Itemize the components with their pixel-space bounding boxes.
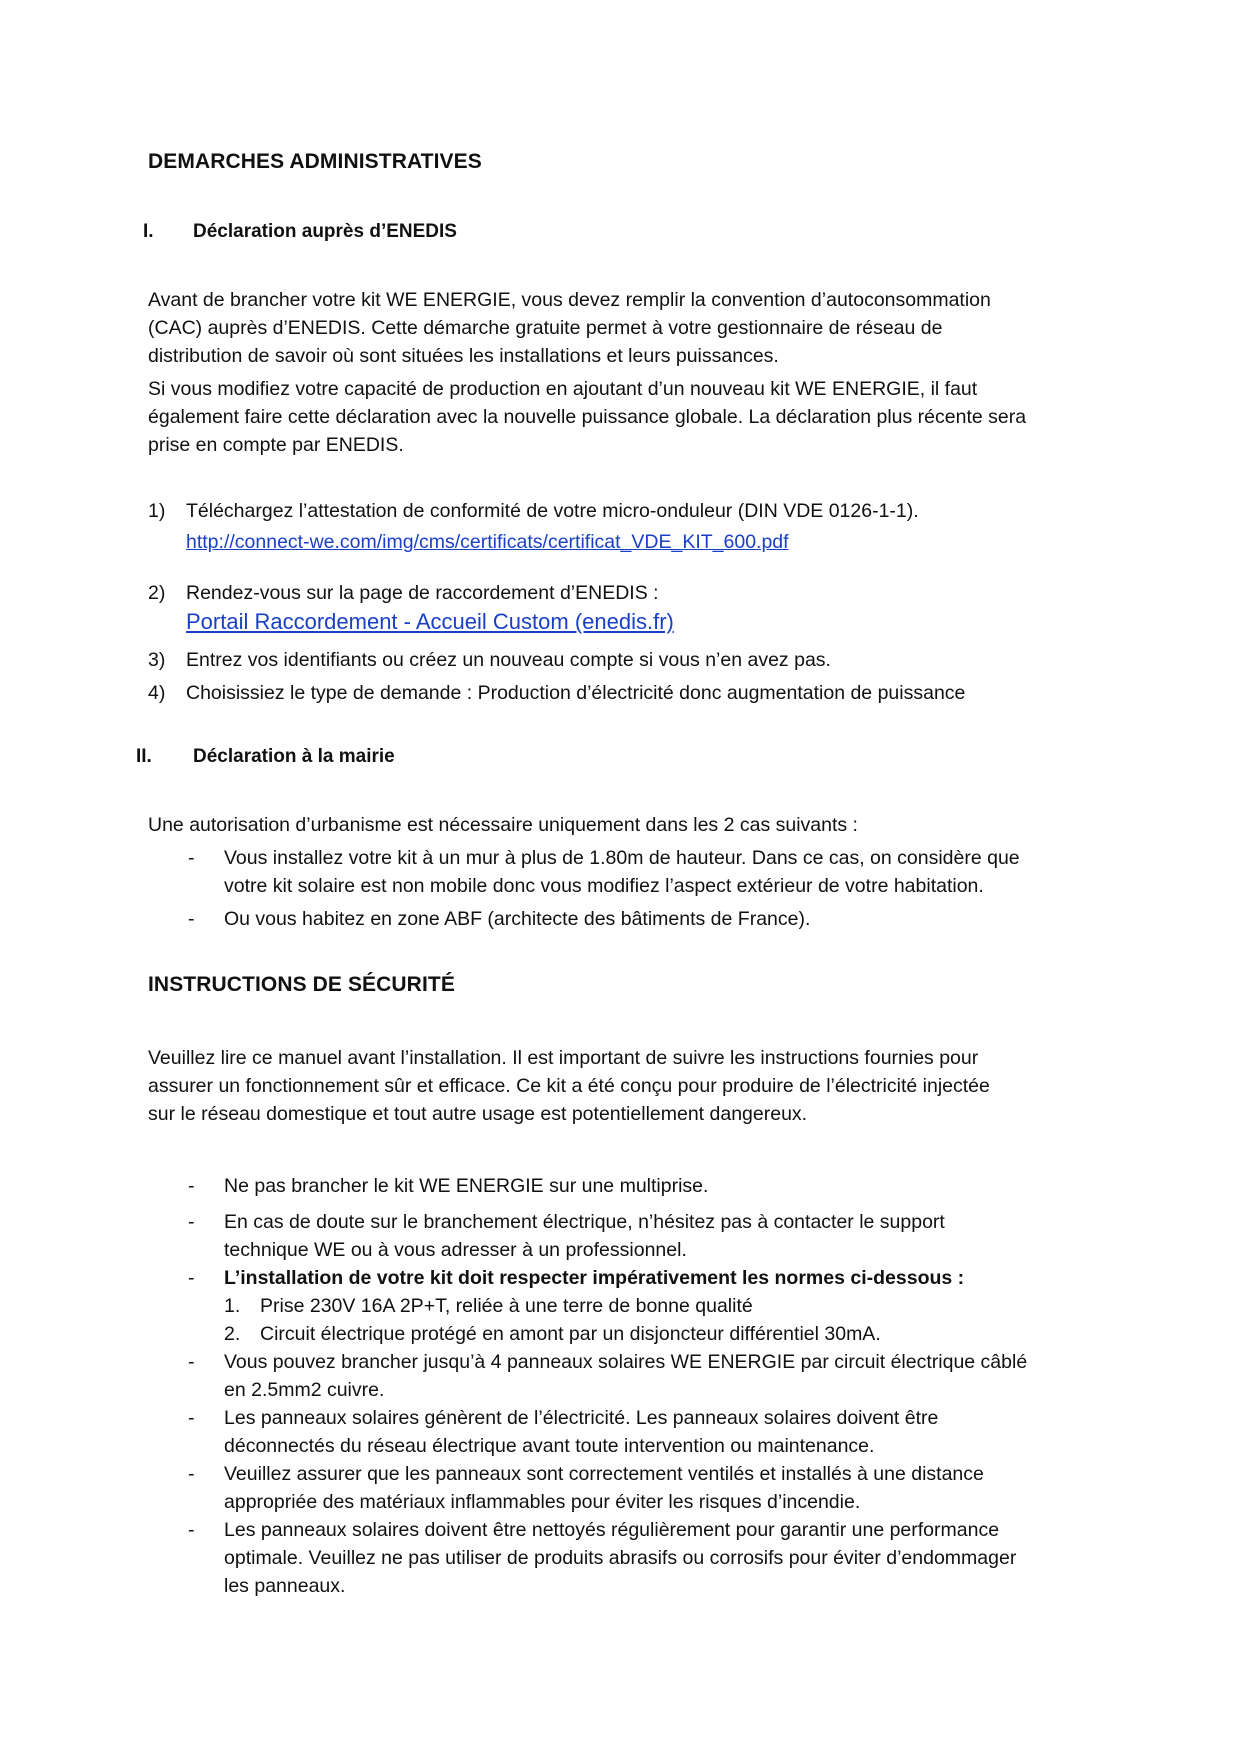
- text-line: Si vous modifiez votre capacité de production en ajoutant d’un nouveau kit WE ENERGIE, il faut: [148, 378, 978, 400]
- text-line: Vous pouvez brancher jusqu’à 4 panneaux solaires WE ENERGIE par circuit électrique câblé: [224, 1351, 1028, 1373]
- text-line: Avant de brancher votre kit WE ENERGIE, vous devez remplir la convention d’autoconsommation: [148, 289, 991, 311]
- text-line: Ne pas brancher le kit WE ENERGIE sur une multiprise.: [224, 1175, 709, 1197]
- text-line: Ou vous habitez en zone ABF (architecte des bâtiments de France).: [224, 908, 811, 930]
- step-text: Entrez vos identifiants ou créez un nouveau compte si vous n’en avez pas.: [186, 649, 831, 671]
- text-line: Les panneaux solaires doivent être nettoyés régulièrement pour garantir une performance: [224, 1519, 1000, 1541]
- step-number: 3): [148, 649, 166, 671]
- text-line: également faire cette déclaration avec la nouvelle puissance globale. La déclaration plus récente sera: [148, 406, 1027, 428]
- text-line: appropriée des matériaux inflammables pour éviter les risques d’incendie.: [224, 1491, 861, 1513]
- text-line: assurer un fonctionnement sûr et efficace. Ce kit a été conçu pour produire de l’électricité injectée: [148, 1075, 990, 1097]
- bullet-dash: -: [188, 1267, 195, 1289]
- text-line: Vous installez votre kit à un mur à plus de 1.80m de hauteur. Dans ce cas, on considère que: [224, 847, 1020, 869]
- bullet-text: [224, 1264, 964, 1292]
- text-line: technique WE ou à vous adresser à un professionnel.: [224, 1239, 687, 1261]
- step-text: Téléchargez l’attestation de conformité de votre micro-onduleur (DIN VDE 0126-1-1).: [186, 500, 919, 522]
- bullet-text: [224, 1172, 708, 1200]
- norm-text: Circuit électrique protégé en amont par un disjoncteur différentiel 30mA.: [260, 1323, 881, 1345]
- step-number: 4): [148, 682, 166, 704]
- section-title-admin: DEMARCHES ADMINISTRATIVES: [148, 150, 482, 173]
- bullet-dash: -: [188, 1519, 195, 1541]
- section-title-safety: INSTRUCTIONS DE SÉCURITÉ: [148, 973, 455, 996]
- certificate-pdf-link[interactable]: http://connect-we.com/img/cms/certificats/certificat_VDE_KIT_600.pdf: [186, 531, 789, 553]
- text-line: les panneaux.: [224, 1575, 346, 1597]
- text-line: Veuillez assurer que les panneaux sont correctement ventilés et installés à une distance: [224, 1463, 984, 1485]
- text-line: votre kit solaire est non mobile donc vous modifiez l’aspect extérieur de votre habitation.: [224, 875, 984, 897]
- bullet-text: [224, 844, 1020, 900]
- text-line: (CAC) auprès d’ENEDIS. Cette démarche gratuite permet à votre gestionnaire de réseau de: [148, 317, 943, 339]
- bullet-dash: -: [188, 1351, 195, 1373]
- bullet-text: [224, 1208, 945, 1264]
- bullet-text: [224, 1404, 938, 1460]
- norm-number: 1.: [224, 1295, 241, 1317]
- text-line: L’installation de votre kit doit respecter impérativement les normes ci-dessous :: [224, 1267, 965, 1289]
- text-line: distribution de savoir où sont situées les installations et leurs puissances.: [148, 345, 779, 367]
- subsection-number: II.: [136, 746, 152, 767]
- paragraph-enedis-modify: [148, 375, 1098, 459]
- step-number: 2): [148, 582, 166, 604]
- norm-text: Prise 230V 16A 2P+T, reliée à une terre de bonne qualité: [260, 1295, 753, 1317]
- bullet-dash: -: [188, 847, 195, 869]
- paragraph-enedis-intro: [148, 286, 1098, 370]
- text-line: sur le réseau domestique et tout autre usage est potentiellement dangereux.: [148, 1103, 808, 1125]
- subsection-number: I.: [143, 221, 154, 242]
- enedis-portal-link[interactable]: Portail Raccordement - Accueil Custom (enedis.fr): [186, 609, 674, 634]
- bullet-dash: -: [188, 1175, 195, 1197]
- text-line: déconnectés du réseau électrique avant toute intervention ou maintenance.: [224, 1435, 875, 1457]
- text-line: Une autorisation d’urbanisme est nécessaire uniquement dans les 2 cas suivants :: [148, 814, 858, 836]
- text-line: optimale. Veuillez ne pas utiliser de produits abrasifs ou corrosifs pour éviter d’endommager: [224, 1547, 1017, 1569]
- step-text: Choisissiez le type de demande : Production d’électricité donc augmentation de puissance: [186, 682, 966, 704]
- subsection-title: Déclaration à la mairie: [193, 746, 395, 767]
- bullet-text: [224, 905, 810, 933]
- bullet-text: [224, 1516, 1016, 1600]
- bullet-dash: -: [188, 1407, 195, 1429]
- bullet-dash: -: [188, 1211, 195, 1233]
- text-line: En cas de doute sur le branchement électrique, n’hésitez pas à contacter le support: [224, 1211, 945, 1233]
- subsection-title: Déclaration auprès d’ENEDIS: [193, 221, 457, 242]
- bullet-dash: -: [188, 908, 195, 930]
- norm-number: 2.: [224, 1323, 241, 1345]
- step-number: 1): [148, 500, 166, 522]
- paragraph-mairie-intro: [148, 811, 1098, 839]
- text-line: en 2.5mm2 cuivre.: [224, 1379, 385, 1401]
- bullet-dash: -: [188, 1463, 195, 1485]
- step-text: Rendez-vous sur la page de raccordement d’ENEDIS :: [186, 582, 659, 604]
- bullet-text: [224, 1460, 984, 1516]
- text-line: Les panneaux solaires génèrent de l’électricité. Les panneaux solaires doivent être: [224, 1407, 939, 1429]
- text-line: prise en compte par ENEDIS.: [148, 434, 404, 456]
- bullet-text: [224, 1348, 1027, 1404]
- text-line: Veuillez lire ce manuel avant l’installation. Il est important de suivre les instructions fournies pour: [148, 1047, 979, 1069]
- paragraph-safety-intro: [148, 1044, 1098, 1128]
